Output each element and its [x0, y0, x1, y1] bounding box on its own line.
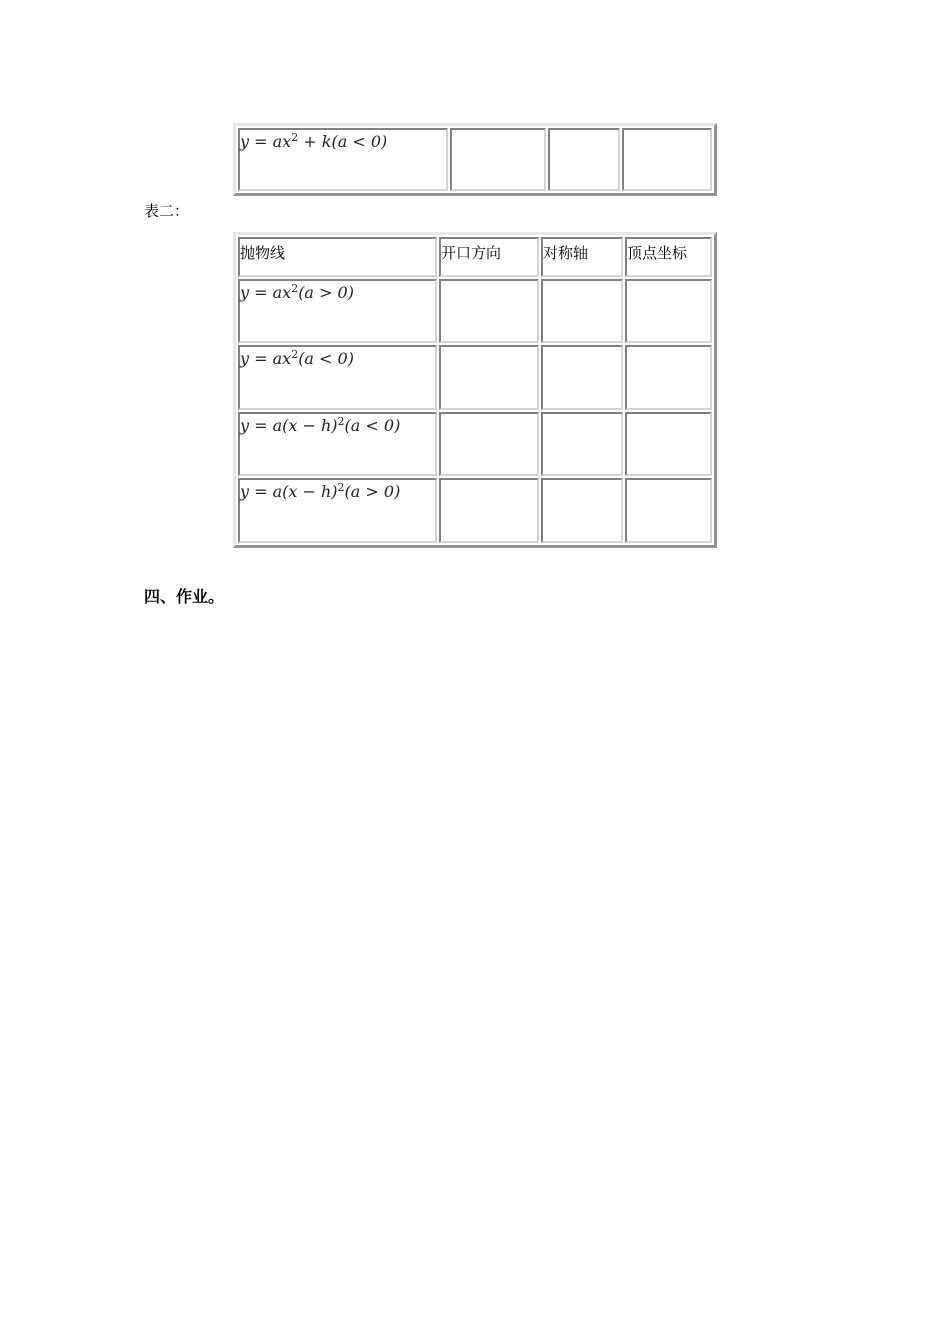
opening-direction-cell [439, 279, 539, 344]
table-row [238, 279, 712, 344]
function-cell [238, 478, 437, 543]
opening-direction-cell [450, 128, 546, 191]
opening-direction-cell [439, 478, 539, 543]
function-cell [238, 128, 448, 191]
function-formula: $y = ax^2(a > 0)$ [240, 281, 354, 302]
parabola-table-1 [233, 123, 717, 196]
table-row [238, 478, 712, 543]
function-cell [238, 412, 437, 477]
function-formula: $y = a(x - h)^2(a < 0)$ [240, 414, 401, 435]
function-cell [238, 345, 437, 410]
vertex-cell [625, 345, 712, 410]
homework-heading: 四、作业。 [144, 587, 225, 606]
function-cell [238, 279, 437, 344]
parabola-table-2 [233, 232, 717, 548]
vertex-cell [625, 279, 712, 344]
vertex-cell [625, 478, 712, 543]
header-opening-direction: 开口方向 [439, 237, 539, 277]
table-row [238, 128, 712, 191]
table2-label: 表二： [144, 202, 190, 220]
symmetry-axis-cell [541, 478, 623, 543]
symmetry-axis-cell [541, 412, 623, 477]
table-header-row [238, 237, 712, 277]
symmetry-axis-cell [541, 345, 623, 410]
function-formula: $y = ax^2 + k(a < 0)$ [240, 131, 388, 151]
header-vertex-coordinates: 顶点坐标 [625, 237, 712, 277]
opening-direction-cell [439, 412, 539, 477]
symmetry-axis-cell [541, 279, 623, 344]
symmetry-axis-cell [548, 128, 620, 191]
table-row [238, 345, 712, 410]
header-symmetry-axis: 对称轴 [541, 237, 623, 277]
vertex-cell [625, 412, 712, 477]
table-row [238, 412, 712, 477]
function-formula: $y = a(x - h)^2(a > 0)$ [240, 481, 401, 502]
header-parabola: 抛物线 [238, 237, 437, 277]
opening-direction-cell [439, 345, 539, 410]
vertex-cell [622, 128, 712, 191]
function-formula: $y = ax^2(a < 0)$ [240, 348, 354, 369]
